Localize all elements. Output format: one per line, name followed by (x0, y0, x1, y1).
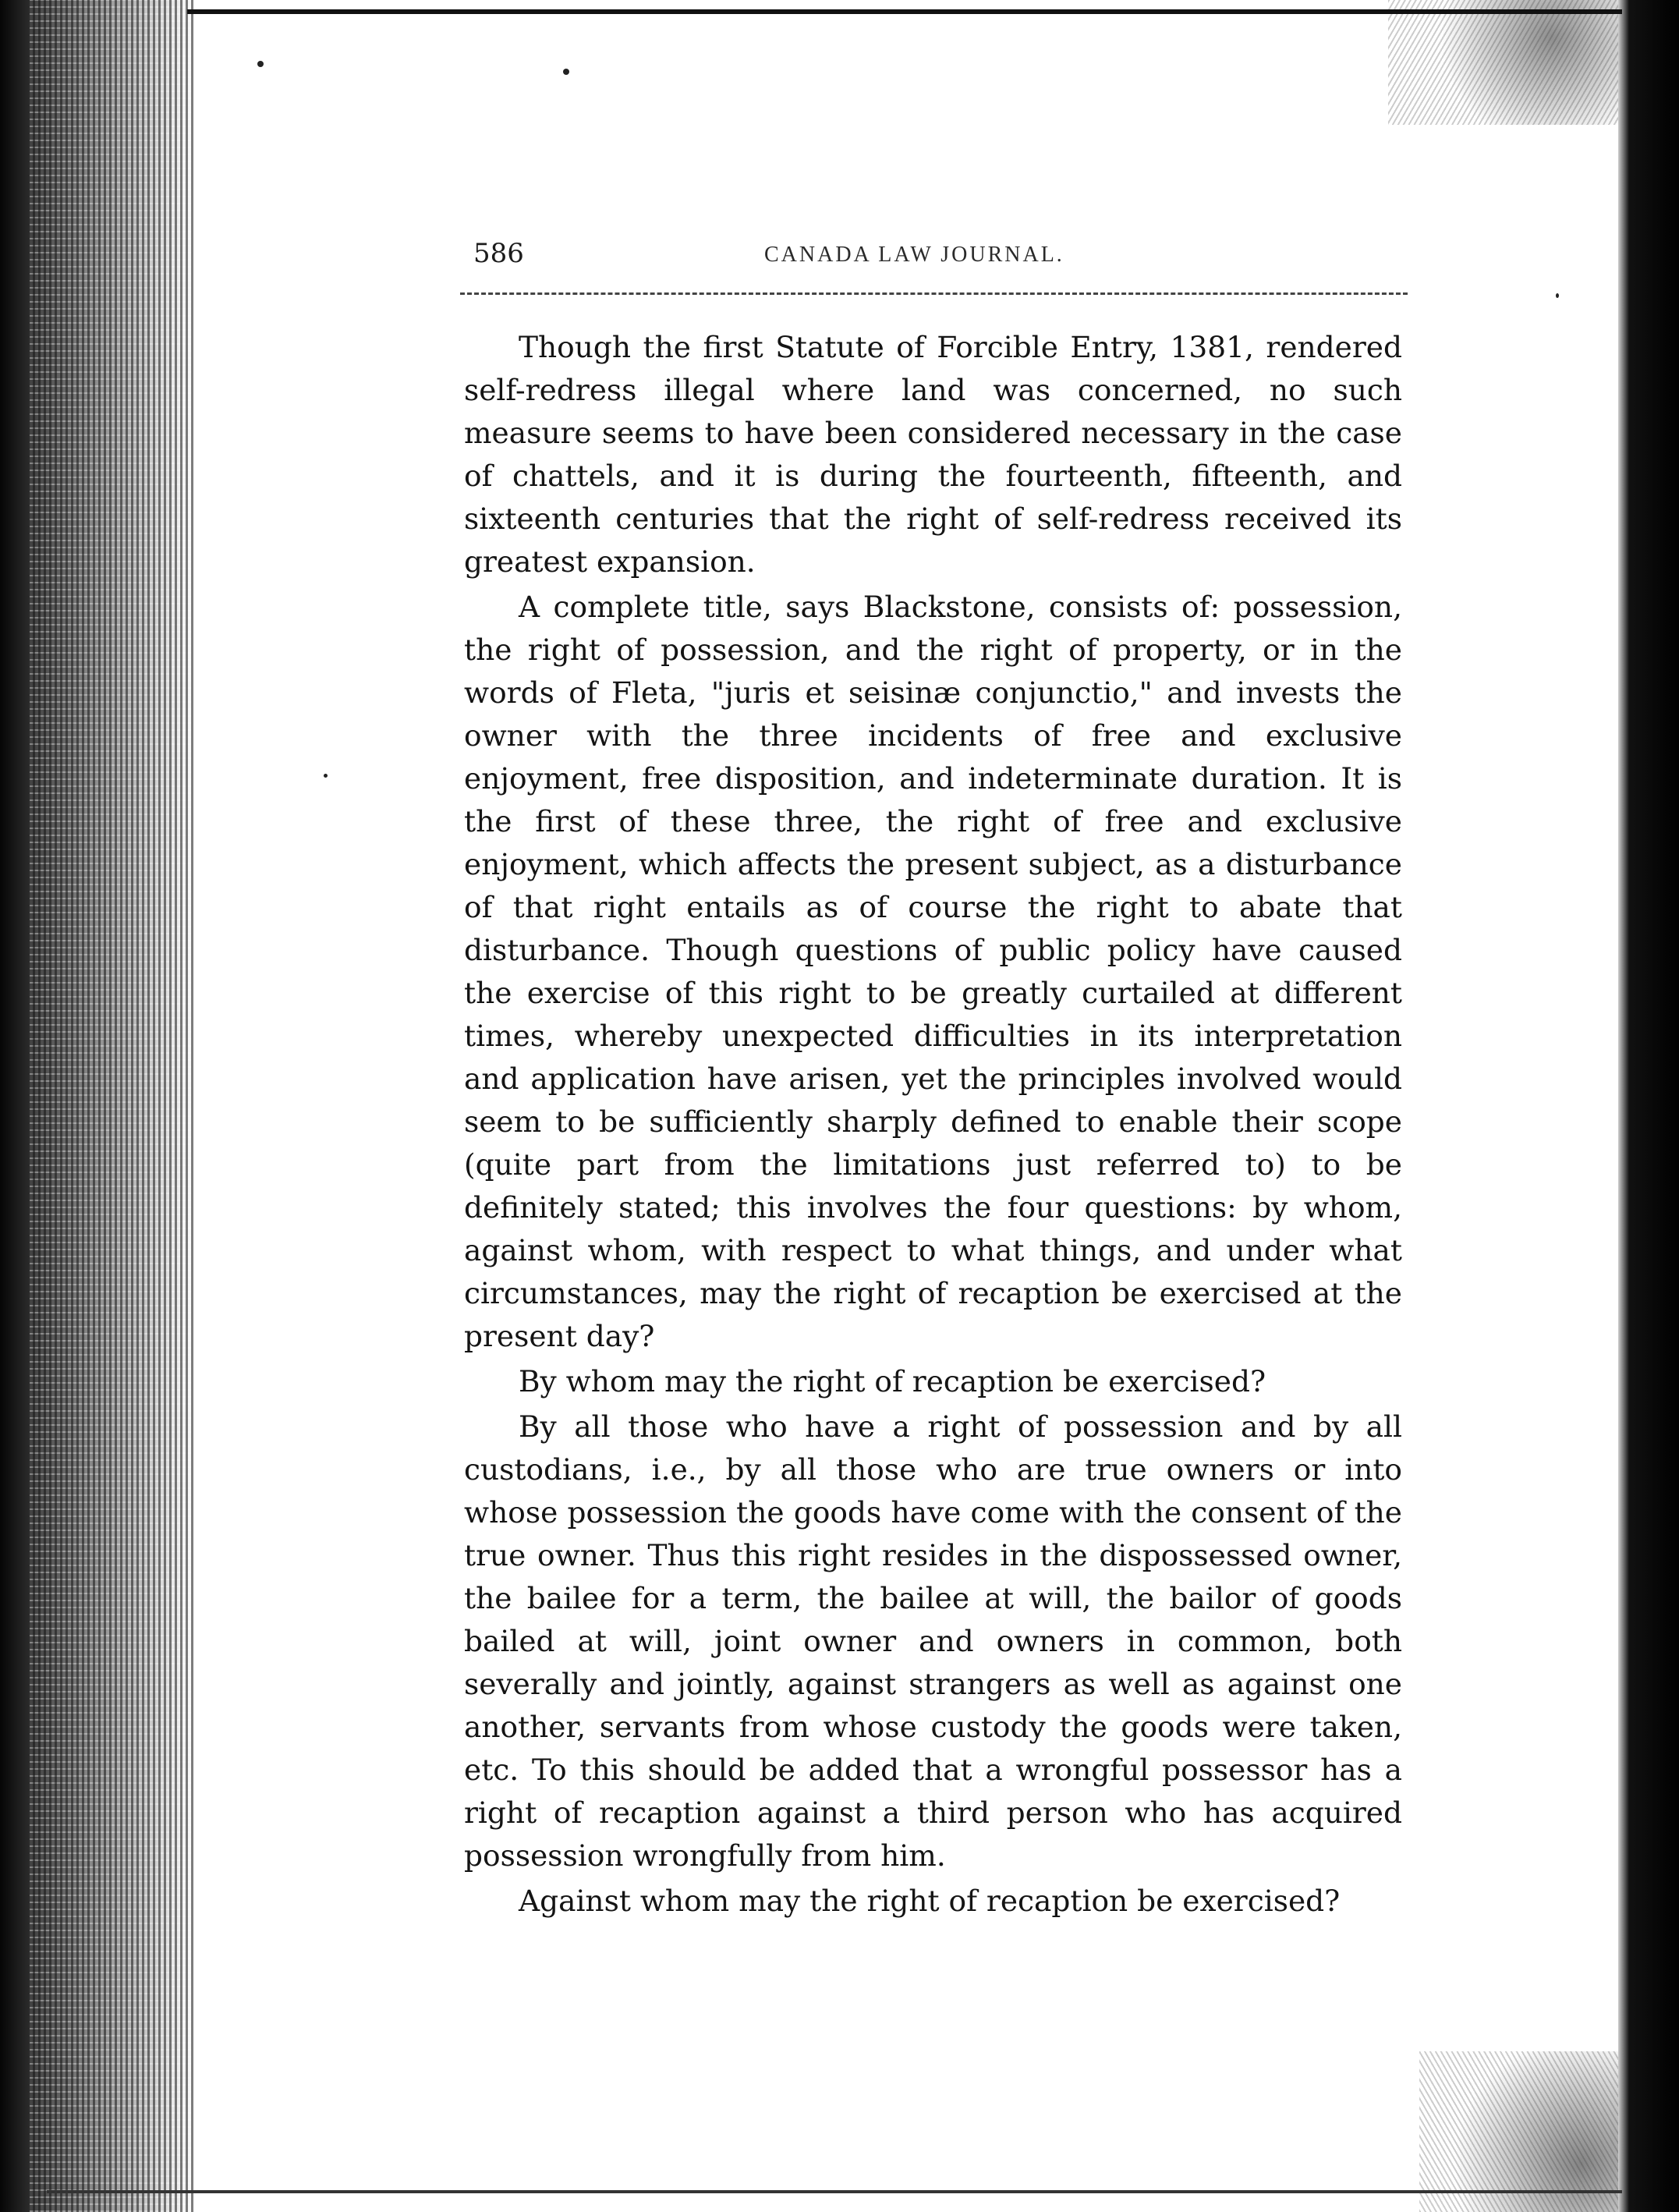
bottom-border-line (47, 2190, 1622, 2193)
question-heading: Against whom may the right of recaption be exercised? (519, 1884, 1341, 1918)
page-number: 586 (473, 238, 524, 269)
bottom-right-scan-noise (1419, 2051, 1622, 2212)
top-border-line (187, 9, 1622, 14)
scan-speck (324, 774, 328, 778)
top-right-scan-noise (1388, 0, 1622, 125)
scan-speck (563, 69, 569, 75)
article-body (464, 326, 1402, 1923)
right-binding-shadow (1618, 0, 1679, 2212)
paragraph: A complete title, says Blackstone, consists of: possession, the right of possession, and the right of property, or in the words of Fleta, "juris et seisinæ conjunctio," and invests the owner with the three incidents of free and exclusive enjoyment, free disposition, and indeterminate duration. It is the first of these three, the right of free and exclusive enjoyment, which affects the present subject, as a disturbance of that right entails as of course the right to abate that disturbance. Though questions of public policy have caused the exercise of this right to be greatly curtailed at different times, whereby unexpected difficulties in its interpretation and application have arisen, yet the principles involved would seem to be sufficiently sharply defined to enable their scope (quite part from the limitations just referred to) to be definitely stated; this involves the four questions: by whom, against whom, with respect to what things, and under what circumstances, may the right of recaption be exercised at the present day? (464, 590, 1402, 1353)
question-heading: By whom may the right of recaption be exercised? (519, 1364, 1266, 1398)
paragraph: By all those who have a right of possession and by all custodians, i.e., by all those who are true owners or into whose possession the goods have come with the consent of the true owner. Thus this right resides in the dispossessed owner, the bailee for a term, the bailee at will, the bailor of goods bailed at will, joint owner and owners in common, both severally and jointly, against strangers as well as against one another, servants from whose custody the goods were taken, etc. To this should be added that a wrongful possessor has a right of recaption against a third person who has acquired possession wrongfully from him. (464, 1409, 1402, 1873)
scan-speck (1556, 293, 1559, 298)
scan-speck (257, 61, 264, 67)
header-rule (460, 292, 1408, 295)
running-head (473, 238, 1404, 285)
paragraph: Though the first Statute of Forcible Entry, 1381, rendered self-redress illegal where land was concerned, no such measure seems to have been considered necessary in the case of chattels, and it is during the fourteenth, fifteenth, and sixteenth centuries that the right of self-redress received its greatest expansion. (464, 330, 1402, 579)
journal-title: CANADA LAW JOURNAL. (764, 243, 1064, 267)
left-page-edge (0, 0, 30, 2212)
